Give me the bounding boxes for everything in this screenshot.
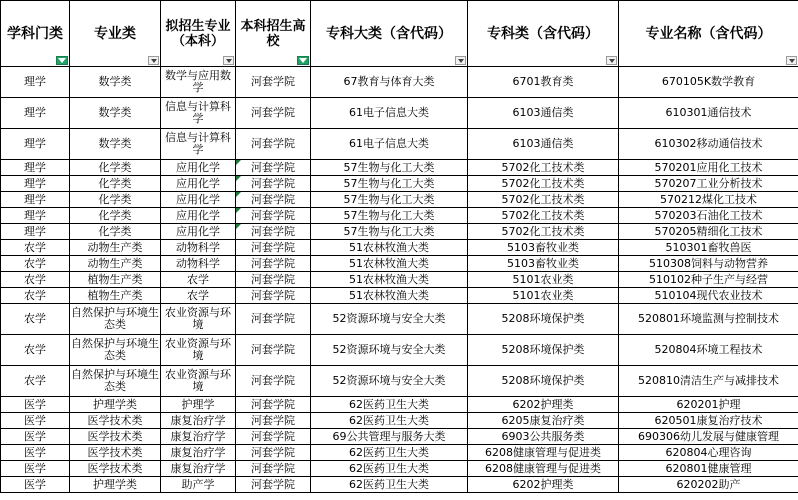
major-name-cell[interactable]: 610302移动通信技术	[619, 129, 798, 160]
university-cell[interactable]: 河套学院	[236, 335, 311, 366]
header-major-name	[619, 1, 798, 67]
planned-major-cell[interactable]: 农学	[161, 272, 236, 288]
major-category-cell[interactable]: 植物生产类	[70, 272, 161, 288]
junior-category-cell[interactable]: 52资源环境与安全大类	[311, 304, 468, 335]
major-category-cell[interactable]: 化学类	[70, 160, 161, 176]
major-name-cell[interactable]: 520801环境监测与控制技术	[619, 304, 798, 335]
major-category-cell[interactable]: 动物生产类	[70, 240, 161, 256]
table-row	[1, 160, 798, 176]
university-cell[interactable]: 河套学院	[236, 288, 311, 304]
junior-class-cell[interactable]: 6208健康管理与促进类	[468, 461, 619, 477]
table-row	[1, 477, 798, 493]
junior-category-cell[interactable]: 62医药卫生大类	[311, 461, 468, 477]
table-row	[1, 445, 798, 461]
major-category-cell[interactable]: 自然保护与环境生态类	[70, 366, 161, 397]
junior-class-cell[interactable]: 5702化工技术类	[468, 176, 619, 192]
major-name-cell[interactable]: 620801健康管理	[619, 461, 798, 477]
header-university	[236, 1, 311, 67]
junior-class-cell[interactable]: 6103通信类	[468, 98, 619, 129]
junior-category-cell[interactable]: 62医药卫生大类	[311, 413, 468, 429]
discipline-cell[interactable]: 理学	[1, 176, 70, 192]
discipline-cell[interactable]: 农学	[1, 256, 70, 272]
major-name-cell[interactable]: 570203石油化工技术	[619, 208, 798, 224]
planned-major-cell[interactable]: 应用化学	[161, 176, 236, 192]
planned-major-cell[interactable]: 应用化学	[161, 192, 236, 208]
major-category-cell[interactable]: 护理学类	[70, 397, 161, 413]
planned-major-cell[interactable]: 信息与计算科学	[161, 129, 236, 160]
major-name-cell[interactable]: 570207工业分析技术	[619, 176, 798, 192]
junior-category-cell[interactable]: 57生物与化工大类	[311, 176, 468, 192]
university-cell[interactable]: 河套学院	[236, 445, 311, 461]
junior-class-cell[interactable]: 5702化工技术类	[468, 160, 619, 176]
junior-category-cell[interactable]: 67教育与体育大类	[311, 67, 468, 98]
major-category-cell[interactable]: 医学技术类	[70, 413, 161, 429]
discipline-cell[interactable]: 医学	[1, 429, 70, 445]
discipline-cell[interactable]: 农学	[1, 240, 70, 256]
header-label: 专业名称（含代码）	[645, 25, 772, 42]
header-major-category	[70, 1, 161, 67]
university-cell[interactable]: 河套学院	[236, 160, 311, 176]
university-cell[interactable]: 河套学院	[236, 240, 311, 256]
major-name-cell[interactable]: 610301通信技术	[619, 98, 798, 129]
university-cell[interactable]: 河套学院	[236, 129, 311, 160]
university-cell[interactable]: 河套学院	[236, 304, 311, 335]
filter-active-icon[interactable]	[56, 56, 68, 65]
university-cell[interactable]: 河套学院	[236, 256, 311, 272]
major-category-cell[interactable]: 化学类	[70, 176, 161, 192]
planned-major-cell[interactable]: 农业资源与环境	[161, 335, 236, 366]
junior-category-cell[interactable]: 61电子信息大类	[311, 129, 468, 160]
discipline-cell[interactable]: 理学	[1, 224, 70, 240]
discipline-cell[interactable]: 农学	[1, 304, 70, 335]
junior-class-cell[interactable]: 6701教育类	[468, 67, 619, 98]
university-cell[interactable]: 河套学院	[236, 477, 311, 493]
junior-class-cell[interactable]: 5103畜牧业类	[468, 240, 619, 256]
junior-class-cell[interactable]: 5702化工技术类	[468, 224, 619, 240]
junior-category-cell[interactable]: 62医药卫生大类	[311, 445, 468, 461]
discipline-cell[interactable]: 医学	[1, 397, 70, 413]
table-row	[1, 176, 798, 192]
junior-class-cell[interactable]: 5208环境保护类	[468, 304, 619, 335]
junior-class-cell[interactable]: 6202护理类	[468, 477, 619, 493]
major-category-cell[interactable]: 化学类	[70, 208, 161, 224]
major-category-cell[interactable]: 自然保护与环境生态类	[70, 304, 161, 335]
major-name-cell[interactable]: 620201护理	[619, 397, 798, 413]
junior-category-cell[interactable]: 52资源环境与安全大类	[311, 335, 468, 366]
junior-class-cell[interactable]: 6205康复治疗类	[468, 413, 619, 429]
major-category-cell[interactable]: 医学技术类	[70, 429, 161, 445]
university-cell[interactable]: 河套学院	[236, 208, 311, 224]
table-row	[1, 288, 798, 304]
table-row	[1, 272, 798, 288]
junior-class-cell[interactable]: 6202护理类	[468, 397, 619, 413]
planned-major-cell[interactable]: 康复治疗学	[161, 413, 236, 429]
filter-dropdown-icon[interactable]	[223, 56, 234, 65]
university-cell[interactable]: 河套学院	[236, 429, 311, 445]
junior-category-cell[interactable]: 51农林牧渔大类	[311, 256, 468, 272]
table-row	[1, 429, 798, 445]
table-row	[1, 192, 798, 208]
university-cell[interactable]: 河套学院	[236, 413, 311, 429]
table-body	[1, 67, 798, 493]
discipline-cell[interactable]: 医学	[1, 461, 70, 477]
planned-major-cell[interactable]: 农学	[161, 288, 236, 304]
junior-class-cell[interactable]: 5208环境保护类	[468, 335, 619, 366]
table-row	[1, 461, 798, 477]
junior-category-cell[interactable]: 52资源环境与安全大类	[311, 366, 468, 397]
junior-class-cell[interactable]: 5208环境保护类	[468, 366, 619, 397]
major-category-cell[interactable]: 植物生产类	[70, 288, 161, 304]
discipline-cell[interactable]: 医学	[1, 445, 70, 461]
header-discipline	[1, 1, 70, 67]
junior-category-cell[interactable]: 51农林牧渔大类	[311, 288, 468, 304]
table-row	[1, 208, 798, 224]
table-row	[1, 129, 798, 160]
major-name-cell[interactable]: 570212煤化工技术	[619, 192, 798, 208]
table-row	[1, 335, 798, 366]
planned-major-cell[interactable]: 应用化学	[161, 208, 236, 224]
junior-category-cell[interactable]: 61电子信息大类	[311, 98, 468, 129]
major-name-cell[interactable]: 520810清洁生产与减排技术	[619, 366, 798, 397]
discipline-cell[interactable]: 农学	[1, 366, 70, 397]
planned-major-cell[interactable]: 应用化学	[161, 224, 236, 240]
planned-major-cell[interactable]: 护理学	[161, 397, 236, 413]
university-cell[interactable]: 河套学院	[236, 176, 311, 192]
junior-class-cell[interactable]: 6903公共服务类	[468, 429, 619, 445]
university-cell[interactable]: 河套学院	[236, 67, 311, 98]
major-name-cell[interactable]: 520804环境工程技术	[619, 335, 798, 366]
major-category-cell[interactable]: 化学类	[70, 192, 161, 208]
major-name-cell[interactable]: 620501康复治疗技术	[619, 413, 798, 429]
junior-category-cell[interactable]: 51农林牧渔大类	[311, 272, 468, 288]
header-junior-college-category	[311, 1, 468, 67]
filter-dropdown-icon[interactable]	[148, 56, 159, 65]
major-category-cell[interactable]: 数学类	[70, 98, 161, 129]
planned-major-cell[interactable]: 动物科学	[161, 240, 236, 256]
planned-major-cell[interactable]: 康复治疗学	[161, 445, 236, 461]
major-name-cell[interactable]: 670105K数学教育	[619, 67, 798, 98]
major-name-cell[interactable]: 570201应用化工技术	[619, 160, 798, 176]
university-cell[interactable]: 河套学院	[236, 366, 311, 397]
table-row	[1, 256, 798, 272]
filter-dropdown-icon[interactable]	[606, 56, 617, 65]
planned-major-cell[interactable]: 应用化学	[161, 160, 236, 176]
discipline-cell[interactable]: 理学	[1, 129, 70, 160]
filter-dropdown-icon[interactable]	[455, 56, 466, 65]
junior-class-cell[interactable]: 6103通信类	[468, 129, 619, 160]
junior-class-cell[interactable]: 5101农业类	[468, 272, 619, 288]
junior-category-cell[interactable]: 62医药卫生大类	[311, 397, 468, 413]
major-name-cell[interactable]: 510102种子生产与经营	[619, 272, 798, 288]
header-label: 专业类	[94, 25, 136, 42]
major-name-cell[interactable]: 510308饲料与动物营养	[619, 256, 798, 272]
table-row	[1, 240, 798, 256]
junior-class-cell[interactable]: 6208健康管理与促进类	[468, 445, 619, 461]
discipline-cell[interactable]: 农学	[1, 335, 70, 366]
major-category-cell[interactable]: 医学技术类	[70, 461, 161, 477]
university-cell[interactable]: 河套学院	[236, 461, 311, 477]
discipline-cell[interactable]: 医学	[1, 413, 70, 429]
junior-category-cell[interactable]: 69公共管理与服务大类	[311, 429, 468, 445]
discipline-cell[interactable]: 农学	[1, 288, 70, 304]
major-name-cell[interactable]: 690306幼儿发展与健康管理	[619, 429, 798, 445]
discipline-cell[interactable]: 医学	[1, 477, 70, 493]
table-row	[1, 304, 798, 335]
major-name-cell[interactable]: 570205精细化工技术	[619, 224, 798, 240]
planned-major-cell[interactable]: 康复治疗学	[161, 461, 236, 477]
header-label: 专科类（含代码）	[487, 25, 599, 42]
junior-category-cell[interactable]: 51农林牧渔大类	[311, 240, 468, 256]
major-name-cell[interactable]: 510104现代农业技术	[619, 288, 798, 304]
major-name-cell[interactable]: 510301畜牧兽医	[619, 240, 798, 256]
header-label: 学科门类	[7, 25, 63, 42]
planned-major-cell[interactable]: 动物科学	[161, 256, 236, 272]
table-row	[1, 413, 798, 429]
major-category-cell[interactable]: 护理学类	[70, 477, 161, 493]
major-name-cell[interactable]: 620804心理咨询	[619, 445, 798, 461]
university-cell[interactable]: 河套学院	[236, 192, 311, 208]
planned-major-cell[interactable]: 助产学	[161, 477, 236, 493]
major-category-cell[interactable]: 自然保护与环境生态类	[70, 335, 161, 366]
planned-major-cell[interactable]: 农业资源与环境	[161, 366, 236, 397]
planned-major-cell[interactable]: 康复治疗学	[161, 429, 236, 445]
junior-category-cell[interactable]: 57生物与化工大类	[311, 208, 468, 224]
header-planned-major	[161, 1, 236, 67]
university-cell[interactable]: 河套学院	[236, 272, 311, 288]
table-row	[1, 397, 798, 413]
major-category-cell[interactable]: 动物生产类	[70, 256, 161, 272]
filter-dropdown-icon[interactable]	[786, 56, 797, 65]
header-label: 拟招生专业（本科）	[165, 18, 231, 49]
major-category-cell[interactable]: 数学类	[70, 67, 161, 98]
discipline-cell[interactable]: 理学	[1, 208, 70, 224]
header-junior-college-class	[468, 1, 619, 67]
university-cell[interactable]: 河套学院	[236, 224, 311, 240]
planned-major-cell[interactable]: 农业资源与环境	[161, 304, 236, 335]
table-row	[1, 224, 798, 240]
junior-category-cell[interactable]: 57生物与化工大类	[311, 192, 468, 208]
junior-class-cell[interactable]: 5101农业类	[468, 288, 619, 304]
header-row	[1, 1, 798, 67]
university-cell[interactable]: 河套学院	[236, 397, 311, 413]
major-category-cell[interactable]: 化学类	[70, 224, 161, 240]
major-category-cell[interactable]: 医学技术类	[70, 445, 161, 461]
junior-category-cell[interactable]: 57生物与化工大类	[311, 224, 468, 240]
discipline-cell[interactable]: 理学	[1, 67, 70, 98]
table-row	[1, 67, 798, 98]
junior-category-cell[interactable]: 62医药卫生大类	[311, 477, 468, 493]
major-category-cell[interactable]: 数学类	[70, 129, 161, 160]
table-row	[1, 366, 798, 397]
discipline-cell[interactable]: 理学	[1, 160, 70, 176]
university-cell[interactable]: 河套学院	[236, 98, 311, 129]
junior-class-cell[interactable]: 5103畜牧业类	[468, 256, 619, 272]
planned-major-cell[interactable]: 数学与应用数学	[161, 67, 236, 98]
junior-class-cell[interactable]: 5702化工技术类	[468, 208, 619, 224]
junior-class-cell[interactable]: 5702化工技术类	[468, 192, 619, 208]
major-name-cell[interactable]: 620202助产	[619, 477, 798, 493]
discipline-cell[interactable]: 理学	[1, 98, 70, 129]
header-label: 本科招生高校	[240, 18, 306, 49]
table-row	[1, 98, 798, 129]
discipline-cell[interactable]: 理学	[1, 192, 70, 208]
planned-major-cell[interactable]: 信息与计算科学	[161, 98, 236, 129]
junior-category-cell[interactable]: 57生物与化工大类	[311, 160, 468, 176]
filter-active-icon[interactable]	[297, 56, 309, 65]
discipline-cell[interactable]: 农学	[1, 272, 70, 288]
header-label: 专科大类（含代码）	[326, 25, 452, 42]
